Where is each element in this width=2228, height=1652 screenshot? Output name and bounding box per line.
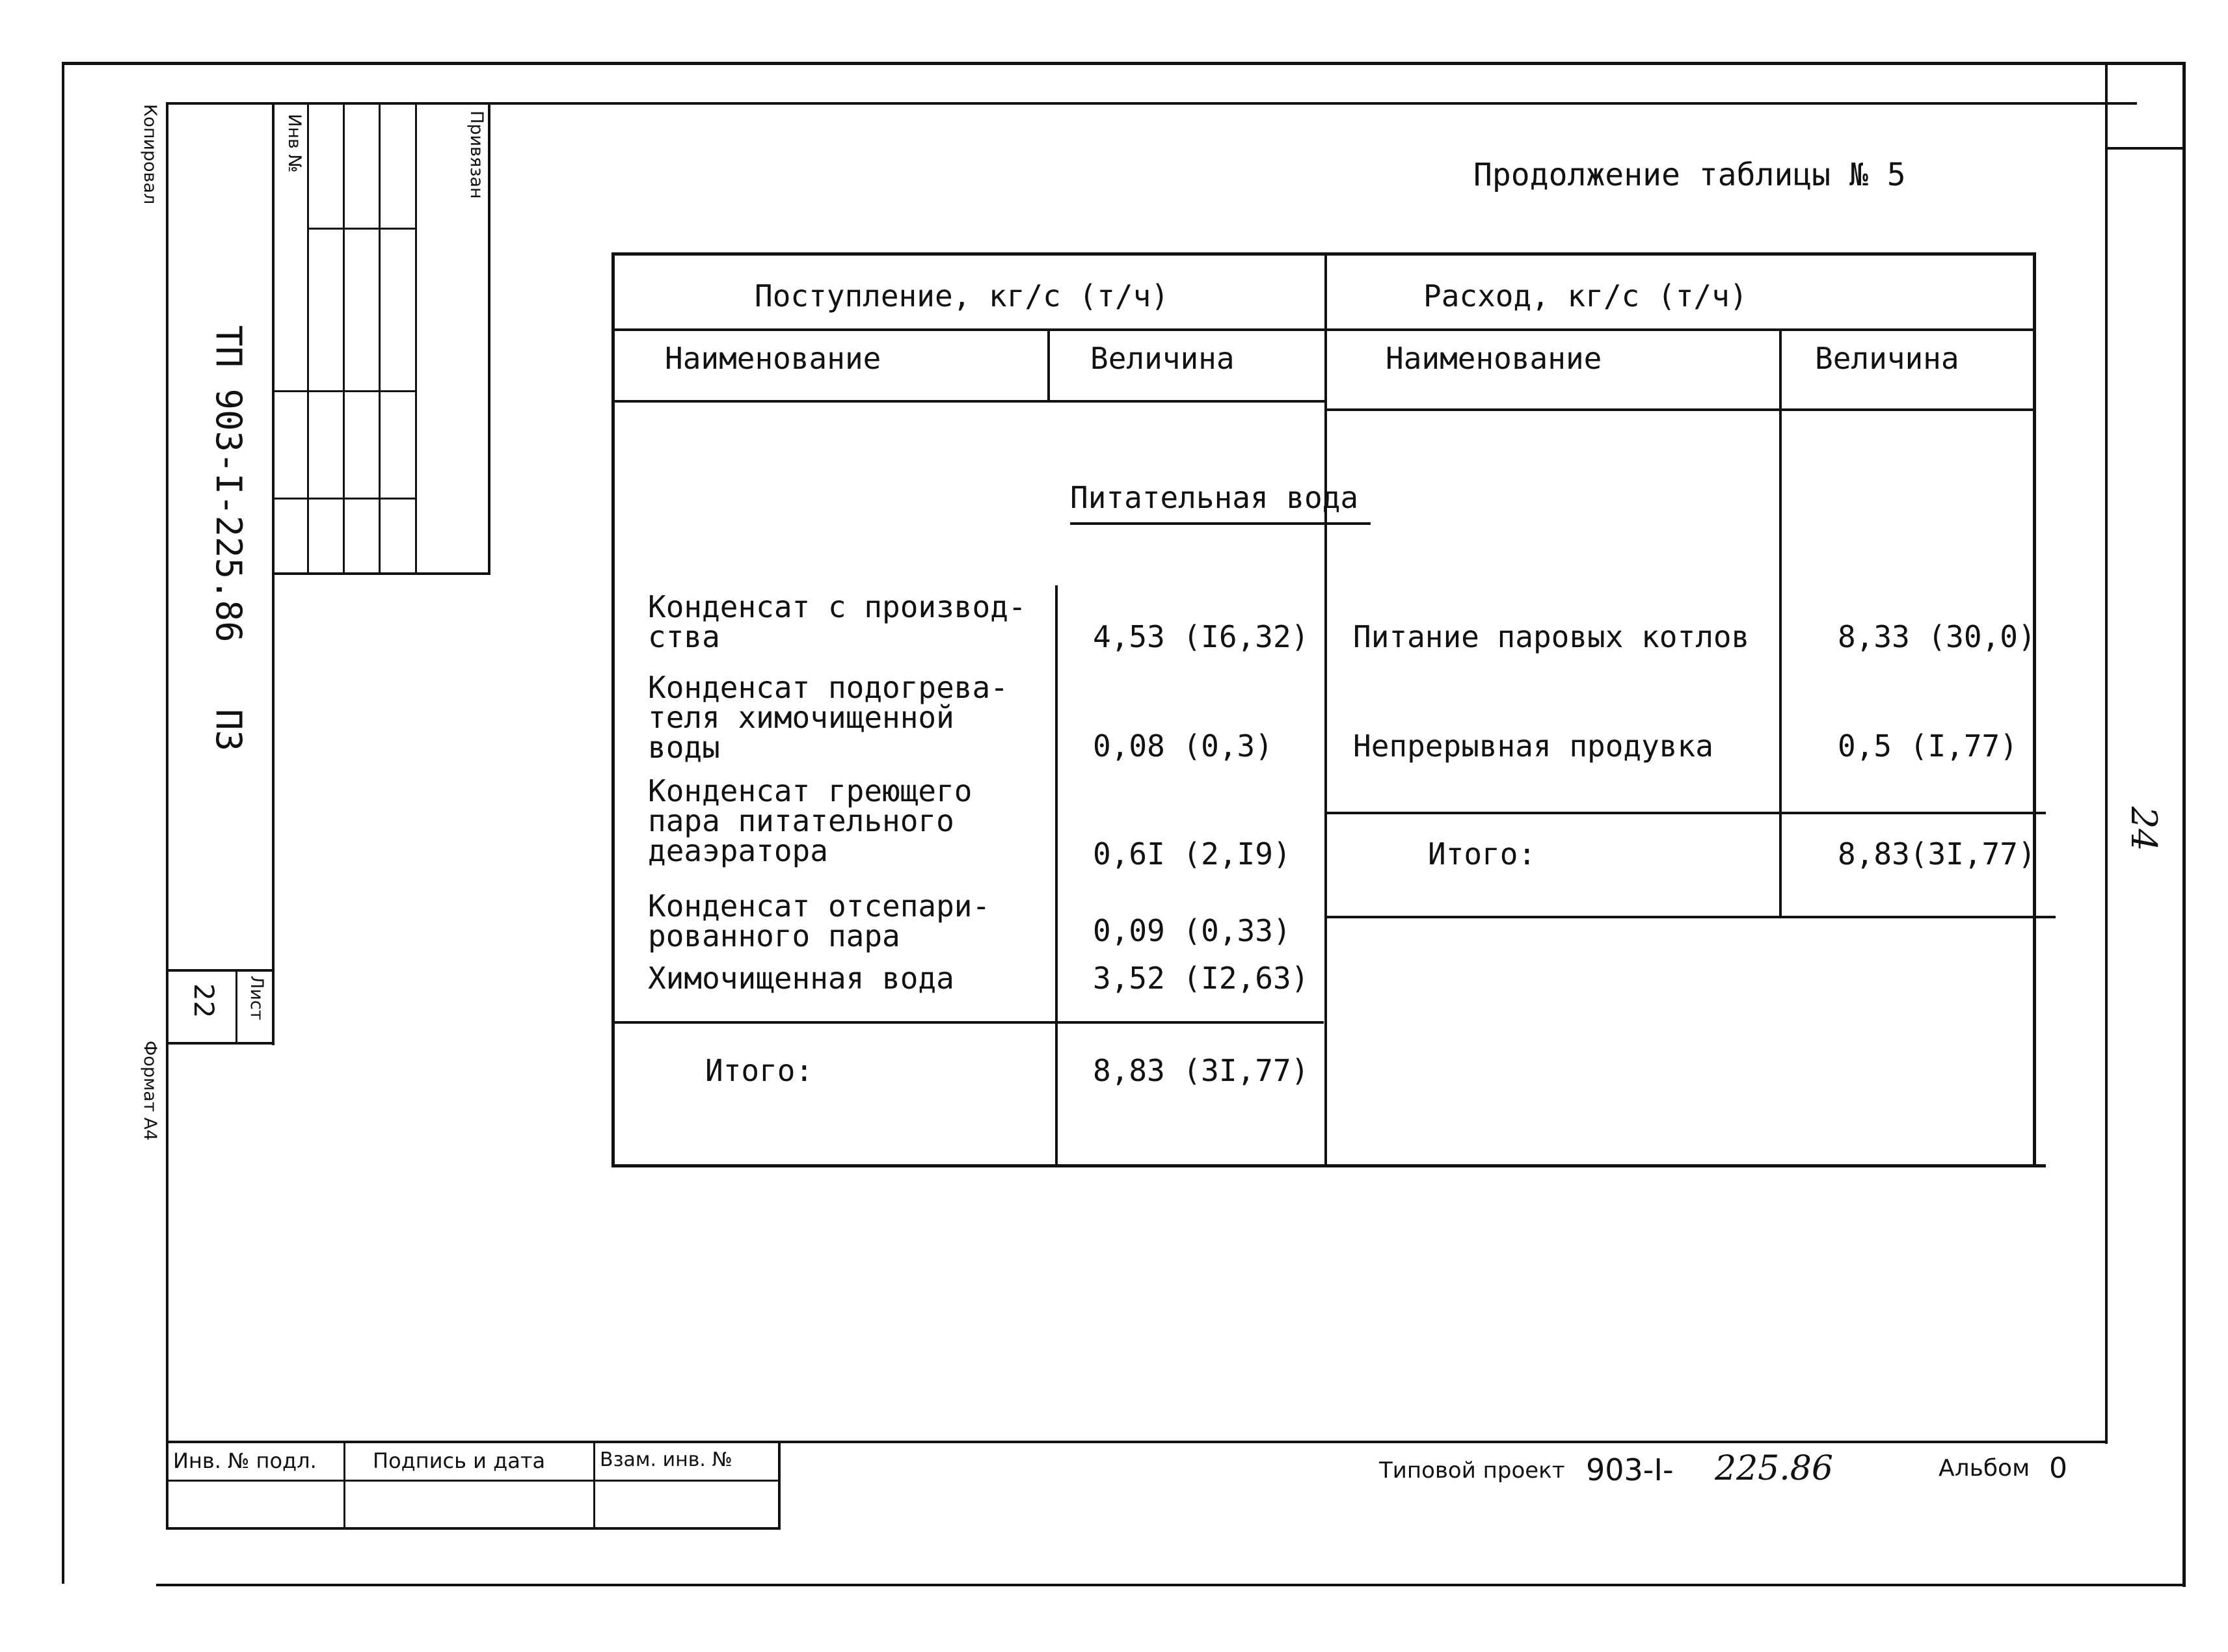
table-right-total-top [1327,812,2046,814]
income-row-2-name: Конденсат подогрева- теля химочищенной воды [648,670,1008,765]
footer-album-number: 0 [2049,1452,2067,1485]
table-top [611,252,2033,256]
bottom-stamp-top [166,1441,781,1443]
table-colheader-bottom-left [611,400,1327,403]
page-number-handwritten: 24 [2123,806,2164,851]
footer-project-code: 903-I- [1586,1452,1674,1487]
table-left-value-divider-top [1047,328,1050,401]
table-right [2033,252,2036,1167]
footer-project-label: Типовой проект [1379,1458,1565,1484]
margin-label-format: Формат А4 [140,1041,160,1141]
document-code: ТП 903-I-225.86 [208,325,249,643]
outer-frame-left [62,62,64,1584]
bottom-stamp-mid [166,1480,781,1482]
section-title: Питательная вода [1070,480,1359,515]
inner-frame-top [166,102,2137,105]
expense-row-2-name: Непрерывная продувка [1353,728,1713,764]
section-title-underline [1070,522,1371,525]
bottom-stamp-col2: Подпись и дата [373,1448,546,1473]
inner-frame-left [166,102,168,1528]
expense-col-name: Наименование [1386,341,1602,376]
inner-frame-right [2105,65,2108,1444]
sheet-box-divider [235,969,237,1043]
income-row-1-name: Конденсат с производ- ства [648,589,1027,654]
expense-row-1-value: 8,33 (30,0) [1838,619,2036,654]
stamp-hline-3 [272,498,416,500]
income-header: Поступление, кг/с (т/ч) [755,278,1169,313]
sheet-label: Лист [247,976,267,1020]
bottom-stamp-div-1 [343,1441,345,1529]
table-right-total-bottom [1327,916,2056,918]
footer-project-suffix: 225.86 [1715,1449,1833,1488]
expense-col-value: Величина [1815,341,1959,376]
income-total-label: Итого: [705,1053,814,1088]
footer-album-label: Альбом [1939,1455,2030,1482]
stamp-label-bound: Привязан [466,111,487,199]
stamp-vline-4 [379,102,381,574]
stamp-vline-5 [415,102,417,574]
continuation-title: Продолжение таблицы № 5 [1473,157,1906,193]
income-row-3-value: 0,6I (2,I9) [1093,836,1291,872]
corner-box-line [2108,147,2186,150]
table-right-value-divider [1779,328,1782,917]
table-left-total-line [615,1021,1324,1024]
table-left [611,252,615,1167]
outer-frame-bottom [156,1584,2186,1586]
income-row-1-value: 4,53 (I6,32) [1093,619,1309,654]
stamp-label-inv: Инв № [284,114,304,173]
expense-row-2-value: 0,5 (I,77) [1838,728,2018,764]
table-header-divider [611,328,2036,331]
income-row-4-value: 0,09 (0,33) [1093,913,1291,948]
table-bottom [615,1164,2046,1167]
stamp-vline-2 [307,102,309,574]
income-col-value: Величина [1090,341,1235,376]
expense-total-value: 8,83(3I,77) [1838,836,2036,872]
sheet-box-top [166,969,275,972]
sheet-number: 22 [188,983,220,1019]
expense-total-label: Итого: [1428,836,1537,872]
bottom-stamp-col3: Взам. инв. № [600,1448,732,1471]
margin-label-copied: Копировал [140,104,160,205]
expense-header: Расход, кг/с (т/ч) [1423,278,1748,313]
stamp-hline-2 [272,390,416,392]
table-left-value-divider [1055,585,1058,1167]
expense-row-1-name: Питание паровых котлов [1353,619,1750,654]
table-colheader-bottom-right [1327,408,2036,411]
bottom-stamp-col1: Инв. № подл. [173,1448,317,1473]
bottom-stamp-div-2 [593,1441,595,1529]
outer-frame-top [62,62,2186,65]
income-total-value: 8,83 (3I,77) [1093,1053,1309,1088]
sheet-box-bottom [166,1042,275,1045]
bottom-stamp-right [778,1441,781,1529]
income-row-4-name: Конденсат отсепари- рованного пара [648,888,991,953]
document-section: ПЗ [208,709,249,752]
income-row-3-name: Конденсат греющего пара питательного деаэратора [648,773,973,868]
income-row-5-name: Химочищенная вода [648,961,954,996]
stamp-hline-4 [272,572,490,575]
bottom-stamp-bottom [166,1527,781,1530]
stamp-hline-1 [307,228,416,230]
table-mid-divider [1324,252,1327,1167]
income-row-2-value: 0,08 (0,3) [1093,728,1273,764]
stamp-vline-3 [343,102,345,574]
stamp-vline-6 [488,102,490,574]
outer-frame-right [2182,62,2186,1587]
income-row-5-value: 3,52 (I2,63) [1093,961,1309,996]
income-col-name: Наименование [665,341,881,376]
